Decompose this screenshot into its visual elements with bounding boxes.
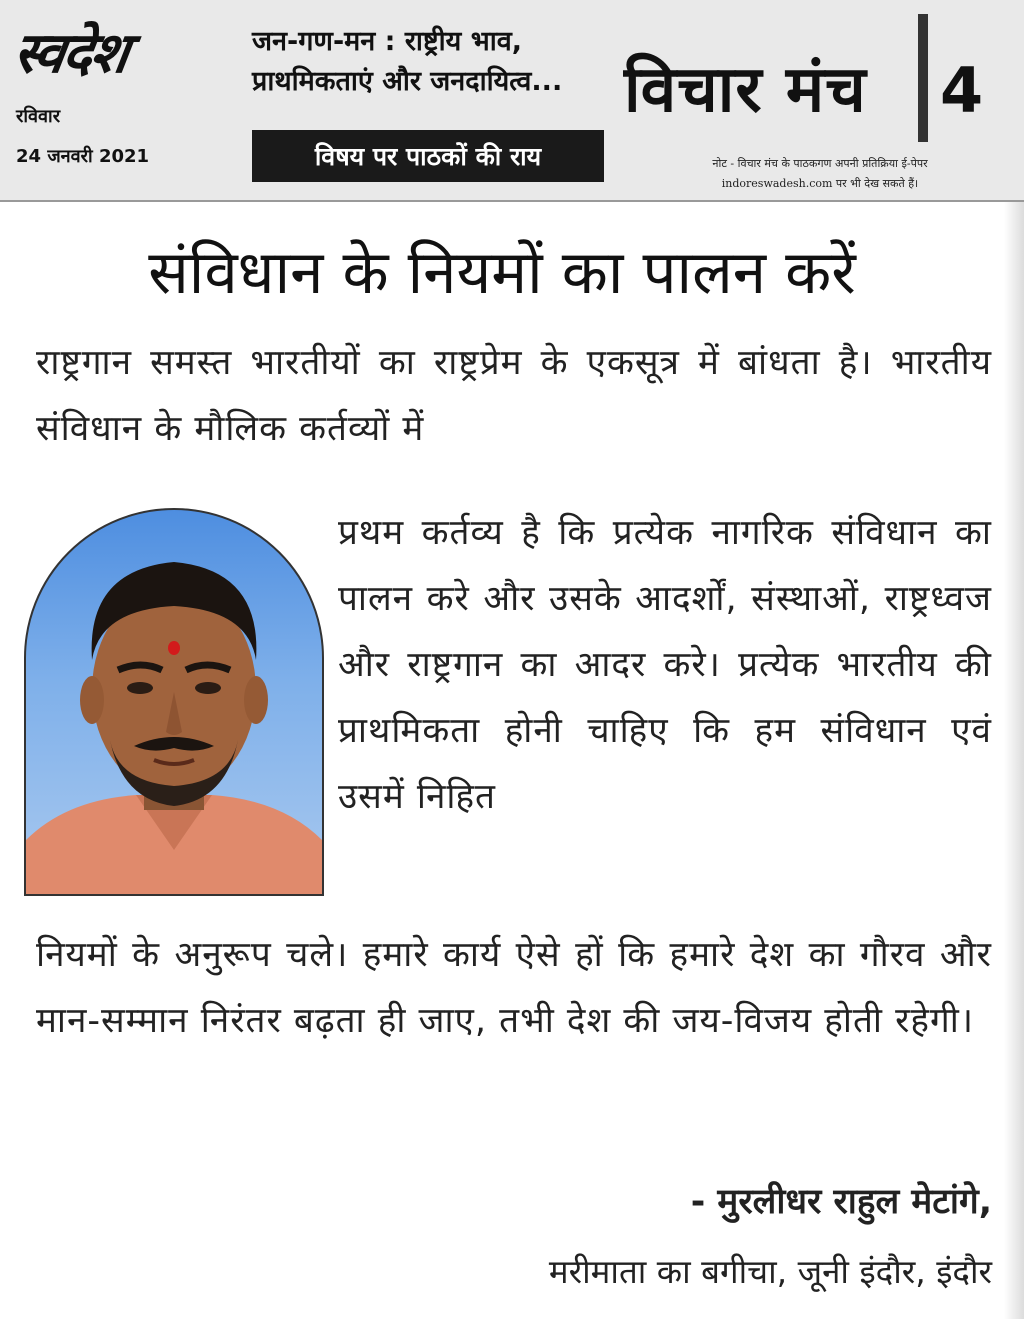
day-label: रविवार bbox=[16, 106, 61, 127]
article-title: संविधान के नियमों का पालन करें bbox=[148, 238, 856, 308]
author-address: मरीमाता का बगीचा, जूनी इंदौर, इंदौर bbox=[548, 1252, 992, 1291]
author-photo bbox=[24, 508, 324, 896]
author-byline: - मुरलीधर राहुल मेटांगे, bbox=[690, 1182, 992, 1222]
epaper-note bbox=[630, 154, 1010, 194]
article-paragraph-top: राष्ट्रगान समस्त भारतीयों का राष्ट्रप्रेम के एकसूत्र में बांधता है। भारतीय संविधान के मौलिक कर्तव्यों में bbox=[36, 343, 992, 449]
author-portrait-illustration bbox=[26, 510, 322, 894]
newspaper-header bbox=[0, 0, 1024, 202]
page-number: 4 bbox=[940, 54, 984, 127]
page-edge-shadow bbox=[1004, 202, 1024, 1319]
column-title: विचार मंच bbox=[624, 53, 867, 127]
subject-banner: विषय पर पाठकों की राय bbox=[252, 130, 604, 182]
note-line-2[interactable]: indoreswadesh.com पर भी देख सकते हैं। bbox=[721, 177, 919, 190]
headline-line-2: प्राथमिकताएं और जनदायित्व... bbox=[252, 66, 563, 97]
newspaper-logo: स्वदेश bbox=[9, 20, 132, 86]
section-headline bbox=[252, 22, 612, 102]
article-paragraph-beside-photo: प्रथम कर्तव्य है कि प्रत्येक नागरिक संविधान का पालन करे और उसके आदर्शों, संस्थाओं, राष्ट्रध्वज और राष्ट्रगान का आदर करे। प्रत्येक भारतीय की प्राथमिकता होनी चाहिए कि हम संविधान एवं उसमें निहित bbox=[338, 513, 992, 817]
date-label: 24 जनवरी 2021 bbox=[16, 146, 150, 167]
article-paragraph-bottom: नियमों के अनुरूप चले। हमारे कार्य ऐसे हों कि हमारे देश का गौरव और मान-सम्मान निरंतर बढ़ता ही जाए, तभी देश की जय-विजय होती रहेगी। bbox=[36, 935, 992, 1041]
title-divider bbox=[918, 14, 928, 142]
headline-line-1: जन-गण-मन : राष्ट्रीय भाव, bbox=[252, 26, 522, 57]
note-line-1: नोट - विचार मंच के पाठकगण अपनी प्रतिक्रिया ई-पेपर bbox=[712, 157, 928, 170]
